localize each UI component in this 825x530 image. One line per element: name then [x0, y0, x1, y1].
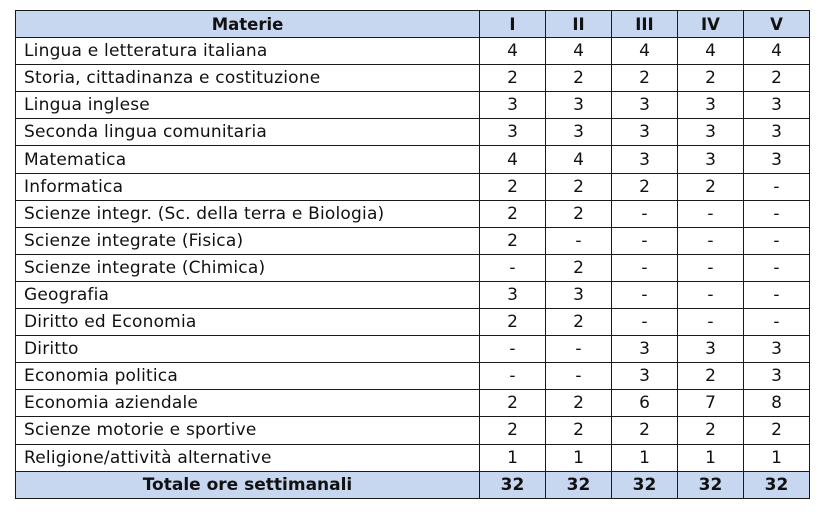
hours-cell-year-1: - — [480, 254, 546, 281]
subject-cell: Scienze integrate (Fisica) — [16, 227, 480, 254]
hours-cell-year-3: 2 — [612, 65, 678, 92]
total-year-5: 32 — [744, 471, 810, 498]
hours-cell-year-5: 3 — [744, 146, 810, 173]
hours-cell-year-4: 3 — [678, 119, 744, 146]
hours-cell-year-2: 2 — [546, 200, 612, 227]
hours-cell-year-3: - — [612, 309, 678, 336]
table-row — [16, 173, 810, 200]
subject-cell: Geografia — [16, 281, 480, 308]
hours-cell-year-2: - — [546, 227, 612, 254]
hours-cell-year-3: - — [612, 254, 678, 281]
subject-cell: Scienze integrate (Chimica) — [16, 254, 480, 281]
hours-cell-year-1: 1 — [480, 444, 546, 471]
hours-cell-year-1: 2 — [480, 417, 546, 444]
hours-cell-year-1: - — [480, 336, 546, 363]
hours-cell-year-2: 3 — [546, 92, 612, 119]
hours-cell-year-1: 2 — [480, 173, 546, 200]
hours-cell-year-2: 2 — [546, 173, 612, 200]
table-row — [16, 146, 810, 173]
hours-cell-year-2: 3 — [546, 281, 612, 308]
hours-cell-year-3: 6 — [612, 390, 678, 417]
hours-cell-year-1: 2 — [480, 309, 546, 336]
subject-cell: Diritto — [16, 336, 480, 363]
hours-cell-year-1: 4 — [480, 146, 546, 173]
table-row — [16, 227, 810, 254]
hours-cell-year-5: 3 — [744, 119, 810, 146]
total-year-4: 32 — [678, 471, 744, 498]
hours-cell-year-1: 3 — [480, 281, 546, 308]
hours-cell-year-3: 3 — [612, 119, 678, 146]
hours-cell-year-2: 3 — [546, 119, 612, 146]
hours-cell-year-4: 4 — [678, 38, 744, 65]
header-subjects: Materie — [16, 11, 480, 38]
hours-cell-year-1: - — [480, 363, 546, 390]
hours-cell-year-3: 1 — [612, 444, 678, 471]
subject-cell: Scienze integr. (Sc. della terra e Biologia) — [16, 200, 480, 227]
hours-cell-year-1: 2 — [480, 390, 546, 417]
hours-cell-year-4: 7 — [678, 390, 744, 417]
hours-cell-year-2: 2 — [546, 254, 612, 281]
hours-cell-year-3: 3 — [612, 146, 678, 173]
hours-cell-year-5: 1 — [744, 444, 810, 471]
table-row — [16, 200, 810, 227]
hours-cell-year-4: 3 — [678, 146, 744, 173]
hours-cell-year-5: 3 — [744, 363, 810, 390]
hours-cell-year-4: - — [678, 200, 744, 227]
hours-cell-year-2: - — [546, 363, 612, 390]
hours-cell-year-1: 2 — [480, 227, 546, 254]
hours-cell-year-5: - — [744, 254, 810, 281]
header-year-5: V — [744, 11, 810, 38]
hours-cell-year-3: - — [612, 200, 678, 227]
hours-cell-year-5: - — [744, 173, 810, 200]
subject-cell: Matematica — [16, 146, 480, 173]
hours-cell-year-5: 3 — [744, 336, 810, 363]
subject-cell: Economia politica — [16, 363, 480, 390]
hours-cell-year-4: 3 — [678, 92, 744, 119]
subject-cell: Lingua inglese — [16, 92, 480, 119]
hours-cell-year-5: 3 — [744, 92, 810, 119]
table-row — [16, 336, 810, 363]
hours-cell-year-2: 2 — [546, 65, 612, 92]
hours-cell-year-4: 2 — [678, 417, 744, 444]
header-year-3: III — [612, 11, 678, 38]
hours-cell-year-4: - — [678, 254, 744, 281]
hours-cell-year-2: 1 — [546, 444, 612, 471]
table-row — [16, 92, 810, 119]
hours-cell-year-3: 3 — [612, 363, 678, 390]
table-row — [16, 390, 810, 417]
hours-cell-year-2: - — [546, 336, 612, 363]
table-row — [16, 254, 810, 281]
hours-cell-year-2: 4 — [546, 38, 612, 65]
hours-cell-year-2: 2 — [546, 309, 612, 336]
hours-cell-year-5: 8 — [744, 390, 810, 417]
hours-cell-year-1: 3 — [480, 92, 546, 119]
hours-cell-year-3: 3 — [612, 336, 678, 363]
subject-cell: Economia aziendale — [16, 390, 480, 417]
hours-cell-year-1: 2 — [480, 65, 546, 92]
table-row — [16, 281, 810, 308]
hours-cell-year-3: - — [612, 227, 678, 254]
total-row — [16, 471, 810, 498]
subjects-table-container — [15, 10, 810, 499]
total-year-2: 32 — [546, 471, 612, 498]
hours-cell-year-2: 2 — [546, 417, 612, 444]
hours-cell-year-3: - — [612, 281, 678, 308]
hours-cell-year-4: - — [678, 309, 744, 336]
subject-cell: Religione/attività alternative — [16, 444, 480, 471]
table-row — [16, 417, 810, 444]
table-row — [16, 444, 810, 471]
subjects-hours-table — [15, 10, 810, 499]
total-year-1: 32 — [480, 471, 546, 498]
hours-cell-year-4: 2 — [678, 65, 744, 92]
hours-cell-year-4: 2 — [678, 363, 744, 390]
total-year-3: 32 — [612, 471, 678, 498]
table-row — [16, 309, 810, 336]
table-row — [16, 65, 810, 92]
subject-cell: Informatica — [16, 173, 480, 200]
header-year-2: II — [546, 11, 612, 38]
subject-cell: Seconda lingua comunitaria — [16, 119, 480, 146]
total-label: Totale ore settimanali — [16, 471, 480, 498]
hours-cell-year-2: 2 — [546, 390, 612, 417]
hours-cell-year-2: 4 — [546, 146, 612, 173]
hours-cell-year-3: 2 — [612, 417, 678, 444]
hours-cell-year-4: 2 — [678, 173, 744, 200]
hours-cell-year-4: - — [678, 281, 744, 308]
hours-cell-year-5: - — [744, 227, 810, 254]
subject-cell: Lingua e letteratura italiana — [16, 38, 480, 65]
subject-cell: Scienze motorie e sportive — [16, 417, 480, 444]
table-body — [16, 38, 810, 472]
hours-cell-year-1: 4 — [480, 38, 546, 65]
header-year-4: IV — [678, 11, 744, 38]
hours-cell-year-4: - — [678, 227, 744, 254]
header-year-1: I — [480, 11, 546, 38]
table-row — [16, 363, 810, 390]
hours-cell-year-1: 3 — [480, 119, 546, 146]
hours-cell-year-1: 2 — [480, 200, 546, 227]
subject-cell: Diritto ed Economia — [16, 309, 480, 336]
hours-cell-year-5: 4 — [744, 38, 810, 65]
hours-cell-year-3: 4 — [612, 38, 678, 65]
hours-cell-year-4: 3 — [678, 336, 744, 363]
hours-cell-year-4: 1 — [678, 444, 744, 471]
subject-cell: Storia, cittadinanza e costituzione — [16, 65, 480, 92]
table-header-row — [16, 11, 810, 38]
table-row — [16, 119, 810, 146]
hours-cell-year-5: - — [744, 200, 810, 227]
hours-cell-year-5: - — [744, 281, 810, 308]
hours-cell-year-5: - — [744, 309, 810, 336]
hours-cell-year-5: 2 — [744, 65, 810, 92]
hours-cell-year-3: 2 — [612, 173, 678, 200]
hours-cell-year-5: 2 — [744, 417, 810, 444]
table-row — [16, 38, 810, 65]
hours-cell-year-3: 3 — [612, 92, 678, 119]
